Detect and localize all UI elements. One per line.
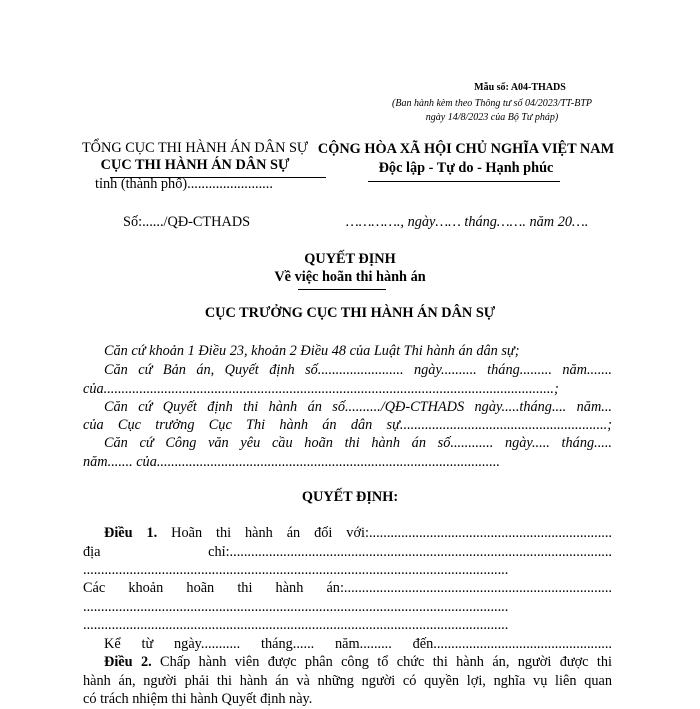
national-title: CỘNG HÒA XÃ HỘI CHỦ NGHĨA VIỆT NAM (317, 141, 615, 157)
agency-line3: tỉnh (thành phố)........................ (95, 176, 273, 192)
article-1-items: Các khoản hoãn thi hành án:........................................................................... (83, 580, 612, 596)
article-2-line-3: có trách nhiệm thi hành Quyết định này. (83, 691, 313, 707)
article-2-text: Chấp hành viên được phân công tổ chức thi hành án, người được thi (151, 654, 612, 670)
document-date: …………., ngày…… tháng……. năm 20…. (346, 214, 589, 230)
issuing-authority: CỤC TRƯỞNG CỤC THI HÀNH ÁN DÂN SỰ (204, 305, 496, 321)
decision-heading: QUYẾT ĐỊNH: (301, 489, 399, 505)
article-1-blank-3: ....................................................................................................................... (83, 617, 509, 633)
title-underline (298, 289, 386, 290)
basis-line-6: Căn cứ Công văn yêu cầu hoãn thi hành án số............ ngày..... tháng..... (104, 435, 612, 451)
article-1-line-1 (104, 524, 612, 543)
form-basis (360, 97, 624, 124)
basis-line-5: của Cục trưởng Cục Thi hành án dân sự..........................................................; (83, 417, 612, 433)
document-subtitle: Về việc hoãn thi hành án (274, 269, 426, 285)
article-1-blank-1: ....................................................................................................................... (83, 562, 509, 578)
article-1-blank-2: ....................................................................................................................... (83, 599, 509, 615)
article-2-label: Điều 2. (104, 654, 152, 670)
national-motto: Độc lập - Tự do - Hạnh phúc (378, 160, 554, 176)
basis-line-7: năm....... của................................................................................................ (83, 454, 500, 470)
article-1-label: Điều 1. (104, 525, 158, 541)
document-title: QUYẾT ĐỊNH (304, 251, 396, 267)
article-1-text: Hoãn thi hành án đối với:.................................................................... (157, 525, 612, 541)
agency-line2: CỤC THI HÀNH ÁN DÂN SỰ (100, 157, 290, 173)
basis-line-3: của..............................................................................................................................; (83, 381, 559, 397)
motto-underline (368, 181, 560, 182)
form-basis-line2: ngày 14/8/2023 của Bộ Tư pháp) (425, 111, 559, 123)
national-header (310, 140, 622, 178)
agency-line1: TỔNG CỤC THI HÀNH ÁN DÂN SỰ (81, 140, 309, 156)
article-2-line-2: hành án, người phải thi hành án và những người có quyền lợi, nghĩa vụ liên quan (83, 673, 612, 689)
form-basis-line1: (Ban hành kèm theo Thông tư số 04/2023/TT-BTP (392, 98, 592, 109)
basis-line-2: Căn cứ Bản án, Quyết định số........................ ngày.......... tháng......... năm....... (104, 362, 612, 378)
article-2-line-1 (104, 653, 612, 672)
basis-line-4: Căn cứ Quyết định thi hành án số........../QĐ-CTHADS ngày.....tháng.... năm... (104, 399, 612, 415)
article-1-address: địa chỉ:........................................................................................................... (83, 544, 612, 560)
article-1-period: Kể từ ngày........... tháng...... năm......... đến.................................................. (104, 636, 612, 652)
form-code: Mẫu số: A04-THADS (474, 82, 566, 93)
issuing-agency-header (60, 140, 330, 174)
document-number: Số:....../QĐ-CTHADS (123, 214, 251, 230)
basis-line-1: Căn cứ khoản 1 Điều 23, khoản 2 Điều 48 của Luật Thi hành án dân sự; (104, 343, 520, 359)
